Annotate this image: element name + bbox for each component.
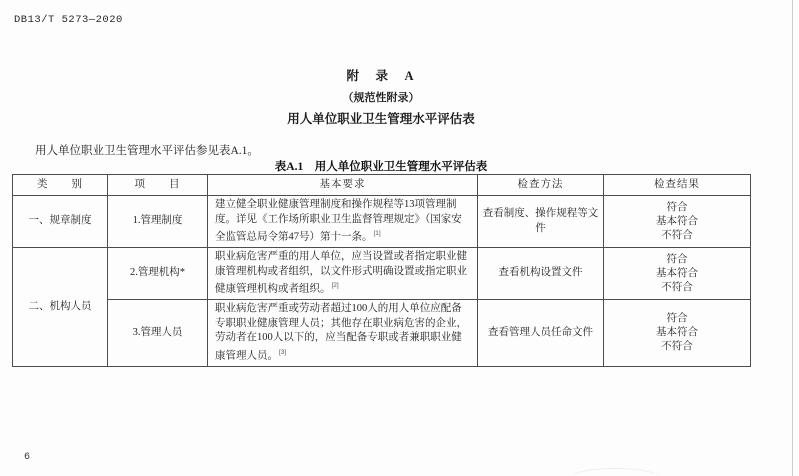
page-number: 6: [24, 452, 31, 463]
cell-method: 查看机构设置文件: [478, 248, 604, 300]
cell-item: 3.管理人员: [108, 300, 208, 367]
scan-edge-line: [792, 0, 793, 476]
appendix-subtitle: （规范性附录）: [342, 92, 420, 104]
intro-text: 用人单位职业卫生管理水平评估参见表A.1。: [35, 145, 259, 157]
table-header-row: [13, 175, 751, 196]
cell-requirement: [208, 248, 478, 300]
footnote-marker: [1]: [373, 230, 381, 237]
table-caption: 表A.1 用人单位职业卫生管理水平评估表: [274, 161, 488, 173]
result-option: 基本符合: [656, 215, 698, 227]
cell-item: 2.管理机构*: [108, 248, 208, 300]
scan-smudge-artifact: [570, 468, 660, 476]
doc-number: DB13/T 5273—2020: [14, 14, 123, 26]
cell-result: [604, 248, 751, 300]
result-option: 符合: [666, 312, 688, 324]
requirement-text: 职业病危害严重或劳动者超过100人的用人单位应配备专职职业健康管理人员；其他存在职业病危害的企业，劳动者在100人以下的，应当配备专职或者兼职职业健康管理人员。: [215, 303, 467, 361]
result-option: 不符合: [661, 229, 693, 241]
cell-result: [604, 196, 751, 248]
appendix-title: 附 录 A: [346, 69, 416, 83]
result-option: 基本符合: [656, 267, 698, 279]
result-option: 不符合: [661, 281, 693, 293]
evaluation-table: [12, 174, 751, 367]
cell-method: 查看管理人员任命文件: [478, 300, 604, 367]
cell-result: [604, 300, 751, 367]
cell-requirement: [208, 196, 478, 248]
col-header-requirement: 基本要求: [208, 175, 478, 196]
result-option: 符合: [666, 253, 688, 265]
result-option: 符合: [666, 201, 688, 213]
appendix-table-title: 用人单位职业卫生管理水平评估表: [287, 112, 475, 126]
requirement-text: 职业病危害严重的用人单位，应当设置或者指定职业健康管理机构或者组织，以文件形式明确设置或指定职业健康管理机构或者组织。: [215, 251, 467, 295]
cell-category: 二、机构人员: [13, 248, 108, 367]
requirement-text: 建立健全职业健康管理制度和操作规程等13项管理制度。详见《工作场所职业卫生监督管理规定》（国家安全监管总局令第47号）第十一条。: [215, 199, 462, 243]
table-row: [13, 248, 751, 300]
cell-method: 查看制度、操作规程等文件: [478, 196, 604, 248]
result-option: 不符合: [661, 340, 693, 352]
cell-item: 1.管理制度: [108, 196, 208, 248]
col-header-method: 检查方法: [478, 175, 604, 196]
footnote-marker: [3]: [279, 348, 287, 356]
result-option: 基本符合: [656, 326, 698, 338]
footnote-marker: [2]: [331, 282, 339, 289]
cell-requirement: [208, 300, 478, 367]
col-header-item: 项 目: [108, 175, 208, 196]
cell-category: 一、规章制度: [13, 196, 108, 248]
table-row: [13, 196, 751, 248]
table-row: [13, 300, 751, 367]
col-header-result: 检查结果: [604, 175, 751, 196]
appendix-title-block: [12, 66, 750, 127]
col-header-category: 类 别: [13, 175, 108, 196]
